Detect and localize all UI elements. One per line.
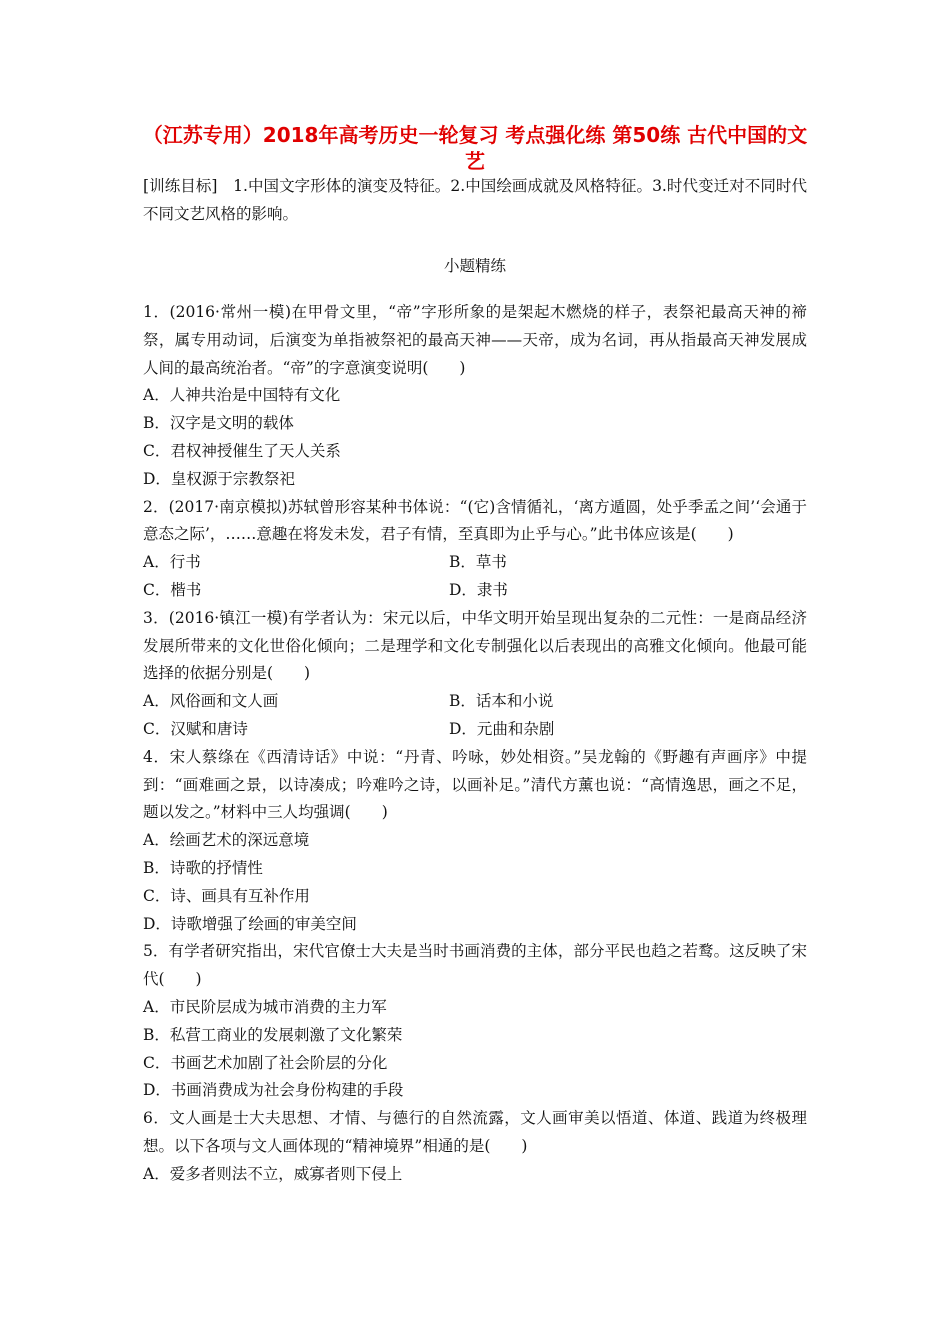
option-d: D．诗歌增强了绘画的审美空间 (143, 914, 357, 933)
question-stem: 6．文人画是士大夫思想、才情、与德行的自然流露，文人画审美以悟道、体道、践道为终极理想。以下各项与文人画体现的“精神境界”相通的是( ) (143, 1109, 807, 1155)
question-stem: 2．(2017·南京模拟)苏轼曾形容某种书体说：“(它)含情循礼，‘离方遁圆，处乎季孟之间’‘会通于意态之际’，……意趣在将发未发，君子有情，至真即为止乎与心。”此书体应该是( ) (143, 497, 807, 544)
question-stem: 3．(2016·镇江一模)有学者认为：宋元以后，中华文明开始呈现出复杂的二元性：一是商品经济发展所带来的文化世俗化倾向；二是理学和文化专制强化以后表现出的高雅文化倾向。他最可能选择的依据分别是( ) (143, 608, 807, 683)
option-d: D．皇权源于宗教祭祀 (143, 469, 295, 488)
question-4 (143, 744, 807, 939)
option-d: D．隶书 (449, 580, 508, 599)
question-3 (143, 605, 807, 744)
option-b: B．草书 (449, 553, 507, 572)
option-c: C．楷书 (143, 580, 202, 599)
option-b: B．私营工商业的发展刺激了文化繁荣 (143, 1025, 403, 1044)
option-b: B．汉字是文明的载体 (143, 414, 294, 433)
question-5 (143, 938, 807, 1105)
option-row (143, 549, 807, 577)
question-1 (143, 299, 807, 494)
option-row (143, 716, 807, 744)
option-a: A．人神共治是中国特有文化 (143, 386, 341, 405)
option-c: C．诗、画具有互补作用 (143, 886, 310, 905)
training-goal: [训练目标] 1.中国文字形体的演变及特征。2.中国绘画成就及风格特征。3.时代变迁对不同时代不同文艺风格的影响。 (143, 177, 807, 223)
question-stem: 4．宋人蔡绦在《西清诗话》中说：“丹青、吟咏，妙处相资。”吴龙翰的《野趣有声画序》中提到：“画难画之景，以诗凑成；吟难吟之诗，以画补足。”清代方薰也说：“高情逸思，画之不足，题以发之。”材料中三人均强调( ) (143, 747, 807, 822)
option-a: A．风俗画和文人画 (143, 692, 279, 711)
option-a: A．爱多者则法不立，威寡者则下侵上 (143, 1164, 403, 1183)
option-d: D．元曲和杂剧 (449, 719, 555, 738)
question-stem: 5．有学者研究指出，宋代官僚士大夫是当时书画消费的主体，部分平民也趋之若鹜。这反映了宋代( ) (143, 942, 807, 989)
option-b: B．话本和小说 (449, 692, 554, 711)
option-a: A．绘画艺术的深远意境 (143, 831, 310, 850)
option-b: B．诗歌的抒情性 (143, 858, 263, 877)
question-stem: 1．(2016·常州一模)在甲骨文里，“帝”字形所象的是架起木燃烧的样子，表祭祀最高天神的禘祭，属专用动词，后演变为单指被祭祀的最高天神——天帝，成为名词，再从指最高天神发展成人间的最高统治者。“帝”的字意演变说明( ) (143, 303, 807, 377)
option-a: A．行书 (143, 553, 201, 572)
option-c: C．君权神授催生了天人关系 (143, 441, 341, 460)
option-row (143, 577, 807, 605)
option-c: C．书画艺术加剧了社会阶层的分化 (143, 1053, 388, 1072)
section-heading: 小题精练 (443, 257, 506, 275)
option-d: D．书画消费成为社会身份构建的手段 (143, 1081, 404, 1100)
document-title: （江苏专用）2018年高考历史一轮复习 考点强化练 第50练 古代中国的文艺 (142, 123, 808, 173)
option-a: A．市民阶层成为城市消费的主力军 (143, 997, 387, 1016)
question-2 (143, 494, 807, 605)
question-6 (143, 1105, 807, 1188)
option-row (143, 688, 807, 716)
question-list (143, 299, 807, 1189)
option-c: C．汉赋和唐诗 (143, 719, 248, 738)
